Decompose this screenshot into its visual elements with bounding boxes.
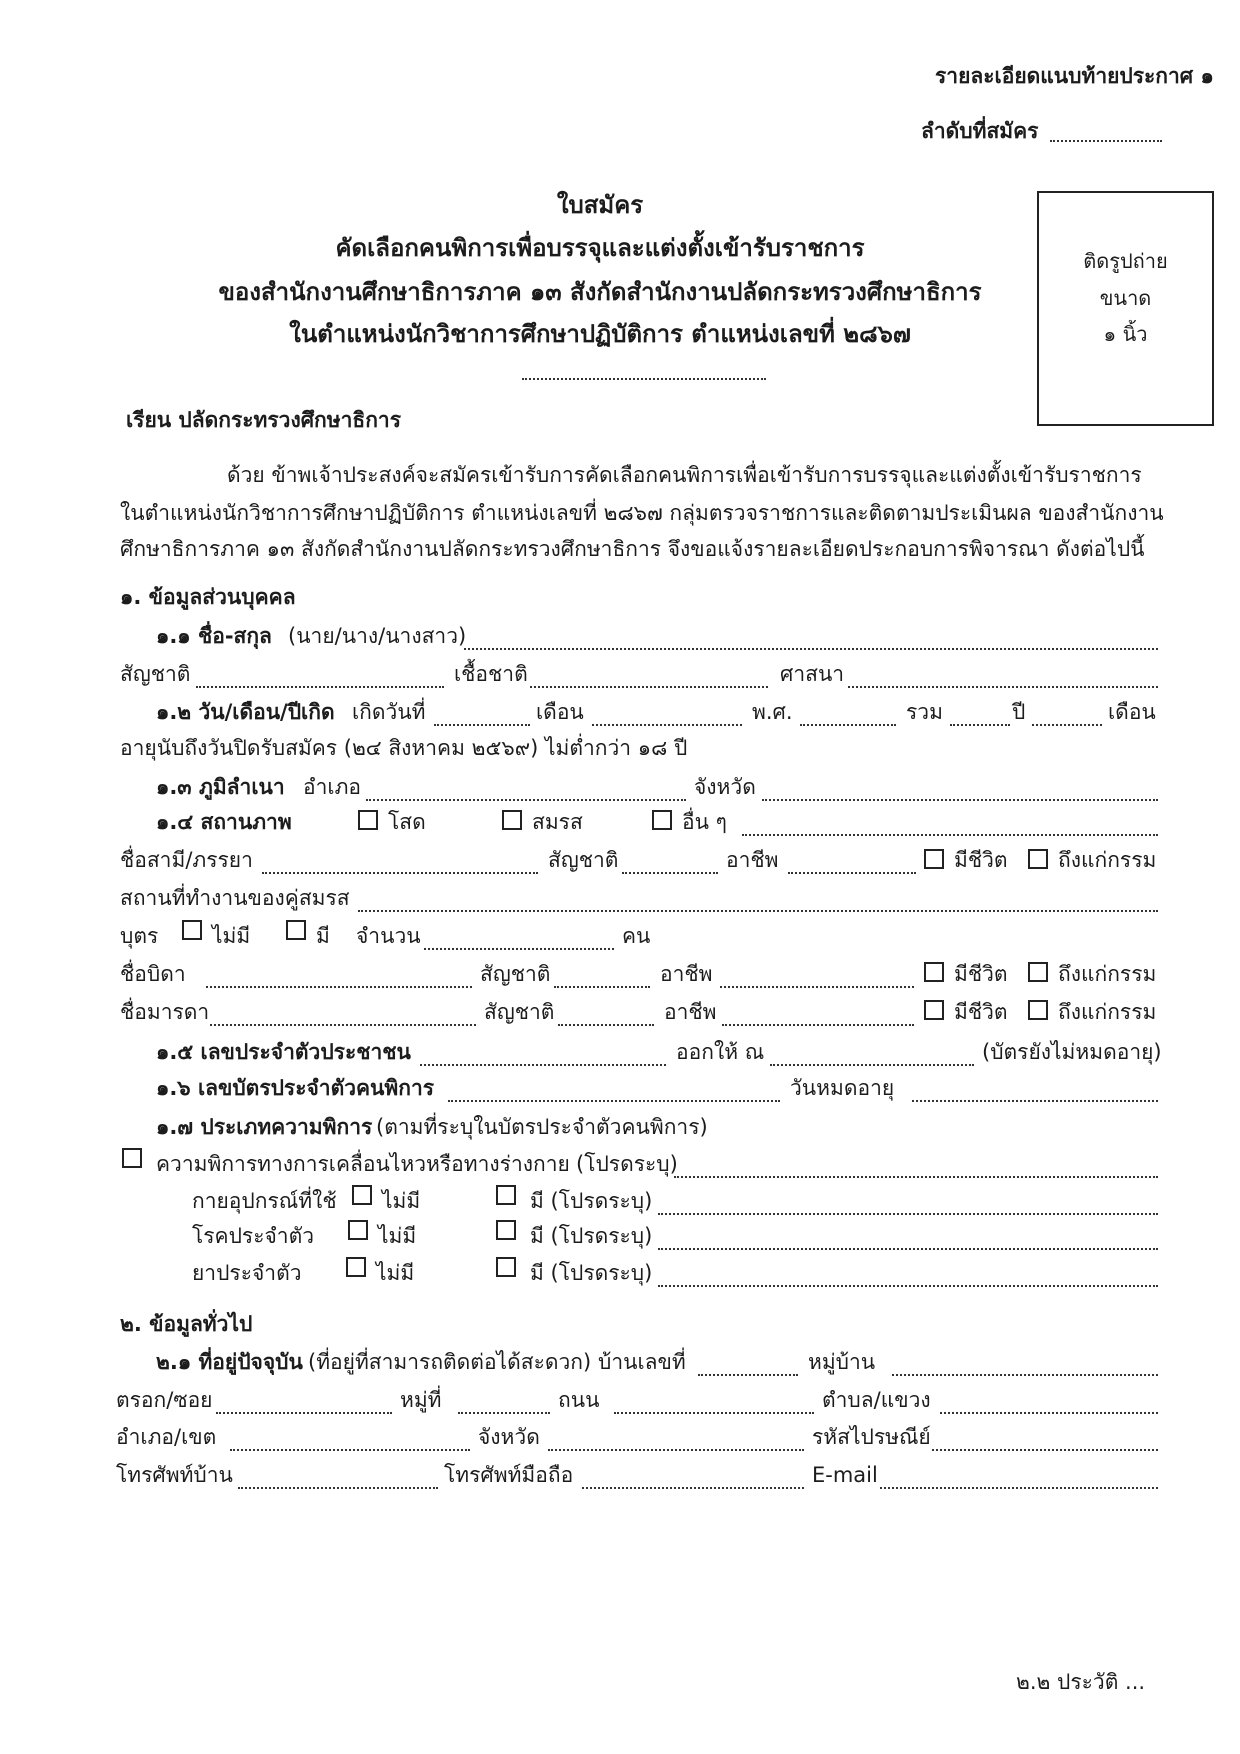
disability-type-checkbox[interactable] [122, 1148, 142, 1168]
house-no-label: บ้านเลขที่ [598, 1350, 686, 1374]
prosthesis-have-checkbox[interactable] [496, 1185, 516, 1205]
chronic-disease-field[interactable] [658, 1248, 1158, 1250]
s12-label: ๑.๒ วัน/เดือน/ปีเกิด [156, 700, 335, 724]
s13-label: ๑.๓ ภูมิลำเนา [156, 775, 285, 799]
subdistrict-label: ตำบล/แขวง [822, 1388, 931, 1412]
children-amount-label: จำนวน [356, 924, 421, 948]
status-single-checkbox[interactable] [358, 810, 378, 830]
form-title-line2: คัดเลือกคนพิการเพื่อบรรจุและแต่งตั้งเข้ารับราชการ [335, 234, 865, 262]
spouse-occupation-field[interactable] [788, 872, 916, 874]
disability-type-specify-label: (โปรดระบุ) [576, 1152, 678, 1176]
alley-field[interactable] [216, 1412, 392, 1414]
prosthesis-none-checkbox[interactable] [352, 1185, 372, 1205]
spouse-alive-label: มีชีวิต [954, 848, 1008, 872]
home-phone-label: โทรศัพท์บ้าน [116, 1463, 233, 1487]
home-phone-field[interactable] [238, 1487, 438, 1489]
ethnicity-label: เชื้อชาติ [454, 662, 528, 686]
house-no-field[interactable] [698, 1374, 798, 1376]
nationality-label: สัญชาติ [120, 662, 191, 686]
mother-name-label: ชื่อมารดา [120, 1000, 210, 1024]
intro-line-2: ในตำแหน่งนักวิชาการศึกษาปฏิบัติการ ตำแหน่งเลขที่ ๒๘๖๗ กลุ่มตรวจราชการและติดตามประเมินผล ของสำนักงาน [120, 501, 1164, 525]
road-label: ถนน [558, 1388, 600, 1412]
prosthesis-field[interactable] [658, 1213, 1158, 1215]
religion-field[interactable] [848, 686, 1158, 688]
subdistrict-field[interactable] [940, 1412, 1158, 1414]
district-field[interactable] [230, 1449, 470, 1451]
email-label: E-mail [812, 1463, 878, 1487]
father-alive-label: มีชีวิต [954, 962, 1008, 986]
annex-label: รายละเอียดแนบท้ายประกาศ ๑ [935, 64, 1214, 88]
hometown-district-field[interactable] [366, 799, 686, 801]
status-other-label: อื่น ๆ [682, 810, 727, 834]
form-title: ใบสมัคร [556, 191, 644, 219]
regular-medicine-label: ยาประจำตัว [192, 1261, 302, 1285]
alley-label: ตรอก/ซอย [116, 1388, 213, 1412]
chronic-disease-have-checkbox[interactable] [496, 1220, 516, 1240]
disability-card-expiry-field[interactable] [912, 1100, 1158, 1102]
postal-code-field[interactable] [932, 1449, 1158, 1451]
s16-label: ๑.๖ เลขบัตรประจำตัวคนพิการ [156, 1076, 435, 1100]
hometown-district-label: อำเภอ [303, 775, 362, 799]
province-field[interactable] [548, 1449, 804, 1451]
mobile-phone-label: โทรศัพท์มือถือ [444, 1463, 574, 1487]
father-deceased-checkbox[interactable] [1028, 962, 1048, 982]
age-total-label: รวม [906, 700, 943, 724]
road-field[interactable] [614, 1412, 814, 1414]
prosthesis-none-label: ไม่มี [382, 1189, 421, 1213]
nationality-field[interactable] [196, 686, 444, 688]
moo-field[interactable] [458, 1412, 550, 1414]
children-have-label: มี [316, 924, 330, 948]
mother-nationality-field[interactable] [558, 1024, 654, 1026]
birth-year-field[interactable] [800, 724, 896, 726]
intro-line-1: ด้วย ข้าพเจ้าประสงค์จะสมัครเข้ารับการคัดเลือกคนพิการเพื่อเข้ารับการบรรจุและแต่งตั้งเข้ารับราชการ [227, 463, 1142, 487]
father-occupation-label: อาชีพ [660, 962, 713, 986]
chronic-disease-label: โรคประจำตัว [192, 1224, 315, 1248]
ethnicity-field[interactable] [530, 686, 768, 688]
father-nationality-label: สัญชาติ [480, 962, 551, 986]
mother-alive-checkbox[interactable] [924, 1000, 944, 1020]
children-have-checkbox[interactable] [286, 920, 306, 940]
birth-month-label: เดือน [536, 700, 584, 724]
hometown-province-label: จังหวัด [694, 775, 756, 799]
form-title-line3: ของสำนักงานศึกษาธิการภาค ๑๓ สังกัดสำนักงานปลัดกระทรวงศึกษาธิการ [218, 278, 982, 306]
photo-box-label: ติดรูปถ่าย [1083, 249, 1168, 273]
s17-label: ๑.๗ ประเภทความพิการ [156, 1115, 373, 1139]
chronic-disease-none-checkbox[interactable] [348, 1220, 368, 1240]
s11-hint: (นาย/นาง/นางสาว) [288, 624, 467, 648]
prosthesis-have-label: มี (โปรดระบุ) [530, 1189, 653, 1213]
spouse-nationality-label: สัญชาติ [548, 848, 619, 872]
s21-label: ๒.๑ ที่อยู่ปัจจุบัน [156, 1350, 303, 1374]
card-valid-note: (บัตรยังไม่หมดอายุ) [982, 1040, 1162, 1064]
religion-label: ศาสนา [780, 662, 845, 686]
status-single-label: โสด [388, 810, 426, 834]
status-other-checkbox[interactable] [652, 810, 672, 830]
province-label: จังหวัด [478, 1425, 540, 1449]
birth-day-field[interactable] [434, 724, 530, 726]
chronic-disease-have-label: มี (โปรดระบุ) [530, 1224, 653, 1248]
father-name-label: ชื่อบิดา [120, 962, 186, 986]
children-none-checkbox[interactable] [182, 920, 202, 940]
children-label: บุตร [120, 924, 159, 948]
photo-box-size-value: ๑ นิ้ว [1103, 322, 1148, 346]
salutation: เรียน ปลัดกระทรวงศึกษาธิการ [126, 408, 401, 432]
father-occupation-field[interactable] [720, 986, 914, 988]
intro-line-3: ศึกษาธิการภาค ๑๓ สังกัดสำนักงานปลัดกระทรวงศึกษาธิการ จึงขอแจ้งรายละเอียดประกอบการพิจารณา ดังต่อไปนี้ [120, 537, 1145, 561]
disability-type-field[interactable] [674, 1176, 1158, 1178]
form-title-line4: ในตำแหน่งนักวิชาการศึกษาปฏิบัติการ ตำแหน่งเลขที่ ๒๘๖๗ [289, 320, 911, 348]
issued-at-field[interactable] [770, 1064, 974, 1066]
father-deceased-label: ถึงแก่กรรม [1058, 962, 1157, 986]
disability-card-expiry-label: วันหมดอายุ [790, 1076, 895, 1100]
children-unit-label: คน [622, 924, 651, 948]
s21-hint: (ที่อยู่ที่สามารถติดต่อได้สะดวก) [308, 1350, 592, 1374]
regular-medicine-field[interactable] [658, 1285, 1158, 1287]
regular-medicine-none-checkbox[interactable] [346, 1257, 366, 1277]
spouse-nationality-field[interactable] [622, 872, 718, 874]
spouse-workplace-label: สถานที่ทำงานของคู่สมรส [120, 886, 350, 910]
s17-hint: (ตามที่ระบุในบัตรประจำตัวคนพิการ) [376, 1115, 708, 1139]
children-amount-field[interactable] [424, 948, 614, 950]
age-year-unit: ปี [1012, 700, 1026, 724]
citizen-id-field[interactable] [420, 1064, 666, 1066]
age-months-field[interactable] [1032, 724, 1102, 726]
mother-alive-label: มีชีวิต [954, 1000, 1008, 1024]
mobile-phone-field[interactable] [582, 1487, 804, 1489]
village-field[interactable] [892, 1374, 1158, 1376]
applicant-no-label: ลำดับที่สมัคร [921, 119, 1039, 143]
s11-label: ๑.๑ ชื่อ-สกุล [156, 624, 272, 648]
mother-occupation-label: อาชีพ [664, 1000, 717, 1024]
father-alive-checkbox[interactable] [924, 962, 944, 982]
mother-nationality-label: สัญชาติ [484, 1000, 555, 1024]
photo-box-size-label: ขนาด [1099, 286, 1152, 310]
issued-at-label: ออกให้ ณ [676, 1040, 765, 1064]
moo-label: หมู่ที่ [400, 1388, 442, 1412]
continue-note: ๒.๒ ประวัติ ... [1016, 1670, 1146, 1694]
s15-label: ๑.๕ เลขประจำตัวประชาชน [156, 1040, 411, 1064]
photo-box [1037, 191, 1214, 426]
mother-deceased-label: ถึงแก่กรรม [1058, 1000, 1157, 1024]
chronic-disease-none-label: ไม่มี [378, 1224, 417, 1248]
disability-type-label: ความพิการทางการเคลื่อนไหวหรือทางร่างกาย [156, 1152, 570, 1176]
spouse-deceased-checkbox[interactable] [1028, 849, 1048, 869]
disability-card-no-field[interactable] [448, 1100, 780, 1102]
postal-code-label: รหัสไปรษณีย์ [812, 1425, 931, 1449]
birth-year-label: พ.ศ. [752, 700, 793, 724]
section1-heading: ๑. ข้อมูลส่วนบุคคล [120, 585, 296, 609]
district-label: อำเภอ/เขต [116, 1425, 217, 1449]
regular-medicine-none-label: ไม่มี [376, 1261, 415, 1285]
applicant-no-field[interactable] [1050, 140, 1162, 142]
mother-occupation-field[interactable] [722, 1024, 914, 1026]
born-day-label: เกิดวันที่ [352, 700, 426, 724]
email-field[interactable] [880, 1487, 1158, 1489]
status-other-field[interactable] [742, 834, 1158, 836]
regular-medicine-have-checkbox[interactable] [496, 1257, 516, 1277]
prosthesis-label: กายอุปกรณ์ที่ใช้ [192, 1189, 337, 1213]
age-years-field[interactable] [950, 724, 1010, 726]
title-dotted-rule [522, 378, 766, 380]
father-name-field[interactable] [206, 986, 472, 988]
s14-label: ๑.๔ สถานภาพ [156, 810, 292, 834]
mother-name-field[interactable] [210, 1024, 476, 1026]
regular-medicine-have-label: มี (โปรดระบุ) [530, 1261, 653, 1285]
age-note: อายุนับถึงวันปิดรับสมัคร (๒๔ สิงหาคม ๒๕๖๙) ไม่ต่ำกว่า ๑๘ ปี [120, 736, 688, 760]
spouse-alive-checkbox[interactable] [924, 849, 944, 869]
children-none-label: ไม่มี [212, 924, 251, 948]
spouse-workplace-field[interactable] [358, 910, 1158, 912]
spouse-occupation-label: อาชีพ [726, 848, 779, 872]
birth-month-field[interactable] [592, 724, 742, 726]
mother-deceased-checkbox[interactable] [1028, 1000, 1048, 1020]
spouse-name-field[interactable] [262, 872, 538, 874]
age-month-unit: เดือน [1108, 700, 1156, 724]
spouse-deceased-label: ถึงแก่กรรม [1058, 848, 1157, 872]
status-married-checkbox[interactable] [502, 810, 522, 830]
hometown-province-field[interactable] [762, 799, 1158, 801]
village-label: หมู่บ้าน [808, 1350, 876, 1374]
father-nationality-field[interactable] [554, 986, 650, 988]
section2-heading: ๒. ข้อมูลทั่วไป [120, 1312, 253, 1336]
status-married-label: สมรส [532, 810, 583, 834]
spouse-name-label: ชื่อสามี/ภรรยา [120, 848, 253, 872]
fullname-field[interactable] [464, 648, 1158, 650]
